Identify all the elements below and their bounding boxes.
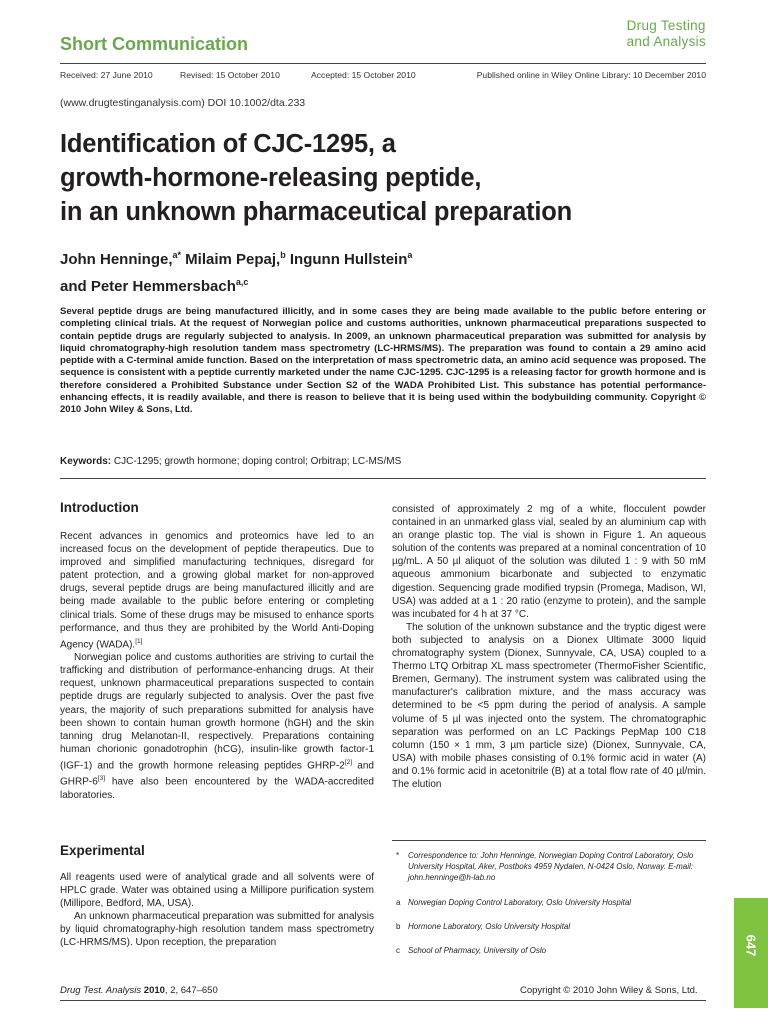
footer-copyright: Copyright © 2010 John Wiley & Sons, Ltd.: [520, 985, 698, 996]
author-list: [60, 244, 680, 298]
section-label: Short Communication: [60, 34, 248, 54]
exp-paragraph-1: All reagents used were of analytical grade and all solvents were of HPLC grade. Water was obtained using a Millipore purification system (Millipore, Bedford, MA, USA).: [60, 872, 374, 910]
accepted-date: Accepted: 15 October 2010: [311, 70, 416, 80]
footer-citation: Drug Test. Analysis 2010, 2, 647–650: [60, 985, 218, 996]
author-affil-sup: a,c: [235, 277, 249, 287]
section-rule: [60, 478, 706, 479]
keywords-label: Keywords:: [60, 456, 112, 467]
header-rule: [60, 63, 706, 64]
abstract: Several peptide drugs are being manufactured illicitly, and in some cases they are being made available to the public before entering or completing clinical trials. At the request of Norwegian police and customs authorities, unknown pharmaceutical preparations suspected to contain peptide drugs are regularly subjected to analysis. In 2009, an unknown pharmaceutical preparation was submitted for analysis by liquid chromatography-high resolution tandem mass spectrometry (LC-HRMS/MS). The preparation was found to contain a 29 amino acid peptide with a C-terminal amide function. Based on the interpretation of mass spectrometric data, an amino acid sequence was proposed. The sequence is consistent with a peptide currently marketed under the name CJC-1295. CJC-1295 is a releasing factor for growth hormone and is therefore considered a Prohibited Substance under Section S2 of the WADA Prohibited List. This substance has potential performance-enhancing effects, it is readily available, and there is reason to believe that it is being used within the bodybuilding community. Copyright © 2010 John Wiley & Sons, Ltd.: [60, 306, 706, 415]
doi-line: (www.drugtestinganalysis.com) DOI 10.1002/dta.233: [60, 97, 306, 109]
author-hemmersbach: and Peter Hemmersbach: [60, 278, 236, 295]
revised-date: Revised: 15 October 2010: [180, 70, 280, 80]
citation-ref[interactable]: [3]: [97, 775, 106, 783]
published-date: Published online in Wiley Online Library: 10 December 2010: [476, 70, 706, 80]
experimental-heading: Experimental: [60, 843, 145, 858]
exp-paragraph-2: An unknown pharmaceutical preparation was submitted for analysis by liquid chromatography-high resolution tandem mass spectrometry (LC-HRMS/MS). Upon reception, the preparation: [60, 911, 374, 949]
article-title: [60, 127, 720, 229]
right-paragraph-1: consisted of approximately 2 mg of a white, flocculent powder contained in an unmarked glass vial, sealed by an aluminium cap with an orange plastic top. The vial is shown in Figure 1. An aqueous solution of the contents was prepared at a nominal concentration of 10 µg/mL. A 50 µl aliquot of the solution was diluted 1 : 9 with 50 mM aqueous ammonium bicarbonate and subjected to enzymatic digestion. Sequencing grade modified trypsin (Promega, Madison, WI, USA) was added at a 1 : 20 ratio (enzyme to protein), and the sample was incubated for 4 h at 37 °C.: [392, 504, 706, 620]
author-affil-sup: b: [280, 250, 286, 260]
footnote-correspondence: * Correspondence to: John Henninge, Norwegian Doping Control Laboratory, Oslo University Hospital, Aker, Postboks 4959 Nydalen, N-0424 Oslo, Norway. E-mail: john.henninge@h-lab.no: [396, 851, 694, 882]
page-number: 647: [743, 934, 759, 957]
introduction-body: [60, 530, 374, 802]
received-date: Received: 27 June 2010: [60, 70, 153, 80]
journal-name: [627, 18, 706, 50]
page-number-tab: [734, 898, 768, 1008]
right-column-body: [392, 503, 706, 791]
footnote-affil-b: b Hormone Laboratory, Oslo University Hospital: [396, 922, 571, 931]
citation-ref[interactable]: [2]: [344, 758, 353, 766]
author-hullstein: Ingunn Hullstein: [285, 251, 408, 268]
experimental-body: [60, 871, 374, 950]
intro-paragraph-2: Norwegian police and customs authorities are striving to curtail the trafficking and distribution of performance-enhancing drugs. At their request, unknown pharmaceutical preparations suspected to contain peptide drugs are regularly subjected to analysis. Over the past five years, the majority of such preparations submitted for analysis have been shown to contain human growth hormone (hGH) and the skin tanning drug Melanotan-II, respectively. Preparations containing human chorionic gonadotrophin (hCG), insulin-like growth factor-1 (IGF-1) and the growth hormone releasing peptides GHRP-2[2] and GHRP-6[3] have also been encountered by the WADA-accredited laboratories.: [60, 652, 374, 801]
introduction-heading: Introduction: [60, 500, 139, 515]
journal-name-line2: and Analysis: [626, 34, 706, 49]
title-line2: growth-hormone-releasing peptide,: [60, 164, 482, 192]
author-affil-sup: a*: [172, 250, 182, 260]
author-affil-sup: a: [407, 250, 413, 260]
author-henninge: John Henninge,: [60, 251, 173, 268]
title-line3: in an unknown pharmaceutical preparation: [60, 198, 573, 226]
citation-ref[interactable]: [1]: [135, 637, 143, 645]
right-paragraph-2: The solution of the unknown substance and the tryptic digest were both subjected to analysis on a Dionex Ultimate 3000 liquid chromatography system (Dionex, Sunnyvale, CA, USA) coupled to a Thermo LTQ Orbitrap XL mass spectrometer (ThermoFisher Scientific, Bremen, Germany). The instrument system was calibrated using the manufacturer's calibration mixture, and the mass accuracy was determined to be <5 ppm during the period of analysis. A sample volume of 5 µl was injected onto the system. The chromatographic separation was performed on an LC Packings PepMap 100 C18 column (150 × 1 mm, 3 µm particle size) (Dionex, Sunnyvale, CA, USA) with mobile phases consisting of 0.1% formic acid in water (A) and 0.1% formic acid in acetonitrile (B) at a total flow rate of 40 µl/min. The elution: [392, 621, 706, 790]
intro-paragraph-1: Recent advances in genomics and proteomics have led to an increased focus on the development of peptide therapeutics. Due to improved and simplified manufacturing techniques, disregard for patent protection, and a growing global market for non-approved drugs, several peptide drugs are being manufactured illicitly and are being made available to the public before entering or completing clinical trials. Some of these drugs may be misused to enhance sports performance, and thus they are prohibited by the World Anti-Doping Agency (WADA).[1]: [60, 531, 374, 651]
keywords: [60, 456, 706, 467]
footer-rule: [60, 1000, 706, 1001]
footnote-affil-a: a Norwegian Doping Control Laboratory, Oslo University Hospital: [396, 898, 632, 907]
journal-name-line1: Drug Testing: [626, 18, 706, 33]
title-line1: Identification of CJC-1295, a: [60, 130, 396, 158]
footnote-affil-c: c School of Pharmacy, University of Oslo: [396, 946, 547, 955]
footnote-rule: [392, 840, 706, 841]
author-pepaj: Milaim Pepaj,: [181, 251, 281, 268]
keywords-text: CJC-1295; growth hormone; doping control; Orbitrap; LC-MS/MS: [111, 456, 402, 467]
